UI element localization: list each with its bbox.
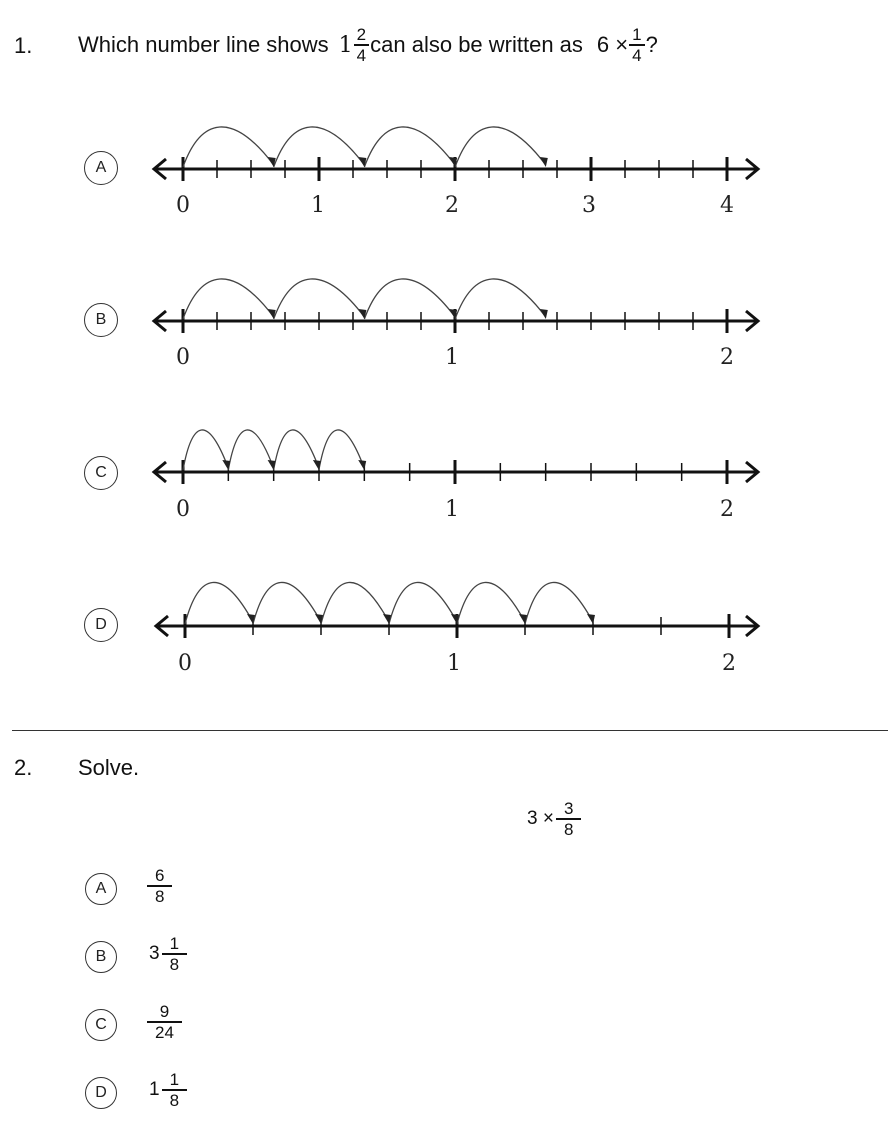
number-line-b-label-0: 0 <box>176 345 190 370</box>
number-line-a-label-4: 4 <box>720 193 734 218</box>
jump-arc <box>319 430 364 470</box>
number-line-c-label-0: 0 <box>176 497 190 522</box>
q2-choice-d-bubble[interactable]: D <box>85 1077 117 1109</box>
answer-fraction <box>162 935 187 973</box>
q1-choice-c-bubble[interactable]: C <box>84 456 118 490</box>
question-1-text <box>78 22 658 68</box>
fraction-numerator: 1 <box>632 25 642 44</box>
number-line-c-label-2: 2 <box>720 497 734 522</box>
jump-arc <box>183 430 228 470</box>
q1-choice-b-bubble[interactable]: B <box>84 303 118 337</box>
fraction-denominator: 4 <box>629 44 644 64</box>
jump-arrowhead <box>540 309 548 319</box>
expression-fraction <box>556 800 581 838</box>
q2-choice-b-answer <box>149 935 188 973</box>
jump-arc <box>321 582 389 624</box>
question-1-number: 1. <box>14 33 33 58</box>
jump-arc <box>274 430 319 470</box>
answer-fraction <box>147 1003 182 1041</box>
jump-arc <box>455 127 546 167</box>
q2-choice-c-answer <box>146 1003 183 1041</box>
question-2-number: 2. <box>14 755 33 780</box>
jump-arc <box>457 582 525 624</box>
q2-choice-c-bubble[interactable]: C <box>85 1009 117 1041</box>
answer-whole: 3 <box>149 943 160 964</box>
fraction-denominator: 8 <box>162 1089 187 1109</box>
question-1-text-before: Which number line shows <box>78 32 329 57</box>
fraction-numerator: 1 <box>169 934 180 953</box>
fraction-numerator: 9 <box>159 1002 170 1021</box>
jump-arc <box>364 127 455 167</box>
mixed-number-whole: 1 <box>338 32 353 58</box>
jump-arc <box>228 430 273 470</box>
q2-choice-d-answer <box>149 1071 188 1109</box>
jump-arrowhead <box>587 614 595 624</box>
number-line-a-label-1: 1 <box>311 193 325 218</box>
q2-choice-a-answer <box>146 867 173 905</box>
number-line-a-label-3: 3 <box>582 193 596 218</box>
number-line-b <box>0 262 888 372</box>
q1-choice-d-bubble[interactable]: D <box>84 608 118 642</box>
jump-arc <box>364 279 455 319</box>
multiplication-fraction <box>629 26 644 64</box>
number-line-d-label-2: 2 <box>722 651 736 676</box>
q1-choice-a-bubble[interactable]: A <box>84 151 118 185</box>
number-line-c-label-1: 1 <box>445 497 459 522</box>
fraction-numerator: 6 <box>155 866 165 885</box>
number-line-b-label-2: 2 <box>720 345 734 370</box>
number-line-d-label-0: 0 <box>178 651 192 676</box>
jump-arc <box>455 279 546 319</box>
question-1-text-middle: can also be written as <box>370 32 583 57</box>
jump-arc <box>185 582 253 624</box>
question-2-expression <box>527 800 582 838</box>
multiplication-whole: 6 × <box>596 32 629 57</box>
fraction-numerator: 3 <box>563 799 574 818</box>
number-line-d <box>0 568 888 678</box>
q2-choice-b-bubble[interactable]: B <box>85 941 117 973</box>
number-line-a-label-0: 0 <box>176 193 190 218</box>
fraction-denominator: 4 <box>354 44 369 64</box>
fraction-denominator: 24 <box>147 1021 182 1041</box>
q2-choice-a-bubble[interactable]: A <box>85 873 117 905</box>
expression-whole: 3 × <box>527 808 554 829</box>
jump-arrowhead <box>540 157 548 167</box>
fraction-numerator: 1 <box>169 1070 180 1089</box>
answer-fraction <box>162 1071 187 1109</box>
number-line-c <box>0 415 888 525</box>
number-line-d-label-1: 1 <box>447 651 461 676</box>
question-2-prompt: Solve. <box>78 755 140 780</box>
number-line-b-label-1: 1 <box>445 345 459 370</box>
question-divider <box>12 730 888 731</box>
fraction-denominator: 8 <box>556 818 581 838</box>
jump-arc <box>389 582 457 624</box>
number-line-a <box>0 110 888 220</box>
answer-whole: 1 <box>149 1079 160 1100</box>
jump-arc <box>183 127 274 167</box>
answer-fraction <box>147 867 172 905</box>
fraction-denominator: 8 <box>147 885 172 905</box>
number-line-a-label-2: 2 <box>445 193 459 218</box>
question-1-text-end: ? <box>645 32 658 57</box>
fraction-numerator: 2 <box>356 25 367 44</box>
fraction-denominator: 8 <box>162 953 187 973</box>
jump-arc <box>183 279 274 319</box>
jump-arc <box>525 582 593 624</box>
mixed-number-fraction <box>354 26 369 64</box>
jump-arc <box>253 582 321 624</box>
